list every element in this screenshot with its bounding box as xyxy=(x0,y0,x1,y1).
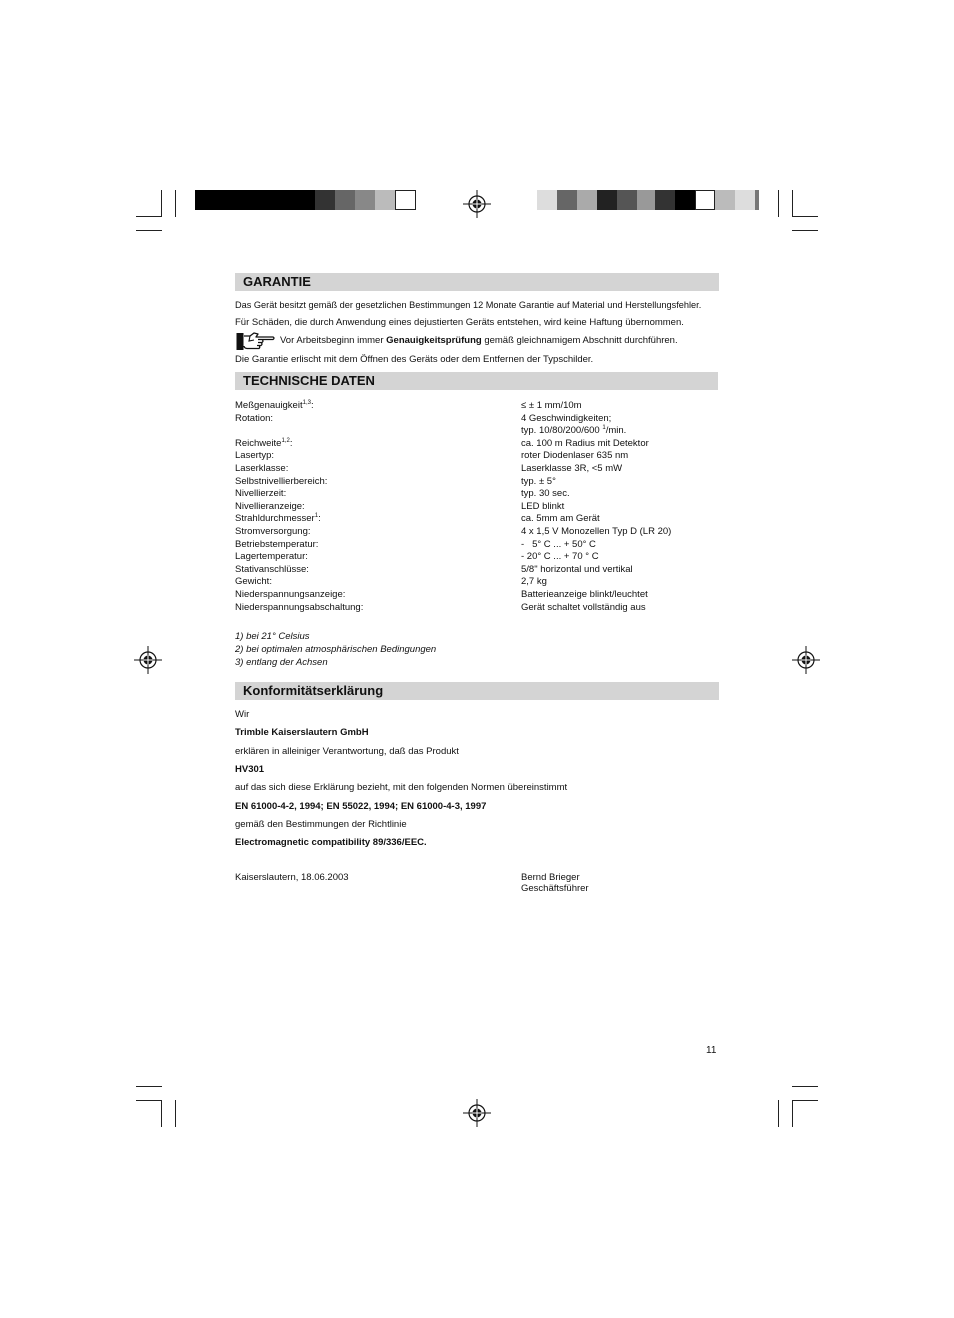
color-swatch xyxy=(315,190,335,210)
color-swatch xyxy=(355,190,375,210)
spec-label: Reichweite$^{1,2}$: xyxy=(235,437,293,449)
pointing-hand-icon xyxy=(236,331,276,351)
color-swatch xyxy=(537,190,557,210)
registration-mark-icon xyxy=(133,645,163,675)
color-swatch xyxy=(195,190,215,210)
spec-value: ≤ ± 1 mm/10m xyxy=(521,400,582,411)
spec-values xyxy=(521,400,671,614)
declaration-line: gemäß den Bestimmungen der Richtlinie xyxy=(235,818,407,830)
spec-value: typ. 30 sec. xyxy=(521,488,570,500)
color-swatch xyxy=(235,190,255,210)
spec-value: Batterieanzeige blinkt/leuchtet xyxy=(521,588,648,600)
declaration-line: Electromagnetic compatibility 89/336/EEC. xyxy=(235,837,427,849)
hint-text-post: gemäß gleichnamigem Abschnitt durchführen. xyxy=(481,335,678,346)
spec-label: Rotation: xyxy=(235,412,274,424)
section-title-konformitaet: Konformitätserklärung xyxy=(235,682,719,700)
garantie-paragraph-hint xyxy=(280,335,678,347)
footnote: 3) entlang der Achsen xyxy=(235,657,328,668)
color-swatch xyxy=(557,190,577,210)
spec-label: Nivellierzeit: xyxy=(235,488,287,500)
declaration-line: erklären in alleiniger Verantwortung, daß das Produkt xyxy=(235,745,459,757)
color-swatch xyxy=(637,190,655,210)
color-swatch xyxy=(735,190,755,210)
declaration-line: Trimble Kaiserslautern GmbH xyxy=(235,727,369,739)
spec-labels xyxy=(235,400,363,614)
spec-label: Laserklasse: xyxy=(235,462,289,474)
hint-text-pre: Vor Arbeitsbeginn immer xyxy=(280,335,387,346)
registration-mark-icon xyxy=(462,1098,492,1128)
spec-value: Laserklasse 3R, <5 mW xyxy=(521,462,623,474)
spec-value: - 20° C ... + 70 ° C xyxy=(521,551,599,563)
spec-value: typ. 10/80/200/600 $^1$/min. xyxy=(521,425,627,437)
spec-label: Stromversorgung: xyxy=(235,525,311,537)
spec-label: Strahldurchmesser$^1$: xyxy=(235,513,321,525)
spec-label: Niederspannungsabschaltung: xyxy=(235,601,364,613)
spec-label: Lagertemperatur: xyxy=(235,551,308,563)
color-swatch xyxy=(335,190,355,210)
hint-text-bold: Genauigkeitsprüfung xyxy=(386,335,482,346)
declaration-line: HV301 xyxy=(235,763,265,775)
color-swatch xyxy=(675,190,695,210)
color-strip-left xyxy=(195,190,416,210)
spec-value: 2,7 kg xyxy=(521,576,547,588)
color-strip-right xyxy=(537,190,759,210)
spec-value: Gerät schaltet vollständig aus xyxy=(521,601,646,613)
color-swatch xyxy=(715,190,735,210)
color-swatch xyxy=(275,190,295,210)
spec-value: 4 x 1,5 V Monozellen Typ D (LR 20) xyxy=(521,525,672,537)
section-title-garantie: GARANTIE xyxy=(235,273,719,291)
signer-title: Geschäftsführer xyxy=(521,883,589,894)
garantie-paragraph: Das Gerät besitzt gemäß der gesetzlichen Bestimmungen 12 Monate Garantie auf Material und Herstellungsfehler. xyxy=(235,300,702,310)
footnote: 1) bei 21° Celsius xyxy=(235,631,310,642)
garantie-paragraph: Für Schäden, die durch Anwendung eines dejustierten Geräts entstehen, wird keine Haftung übernommen. xyxy=(235,317,684,328)
spec-label: Gewicht: xyxy=(235,576,272,588)
registration-mark-icon xyxy=(791,645,821,675)
registration-mark-icon xyxy=(462,189,492,219)
color-swatch xyxy=(695,190,715,210)
color-swatch xyxy=(755,190,759,210)
spec-value: roter Diodenlaser 635 nm xyxy=(521,450,629,462)
page-number: 11 xyxy=(706,1045,717,1056)
color-swatch xyxy=(375,190,395,210)
spec-value: typ. ± 5° xyxy=(521,475,556,487)
color-swatch xyxy=(597,190,617,210)
spec-label xyxy=(235,425,363,438)
footnote: 2) bei optimalen atmosphärischen Bedingungen xyxy=(235,644,437,655)
color-swatch xyxy=(617,190,637,210)
spec-value: 5/8" horizontal und vertikal xyxy=(521,563,633,575)
signer-name: Bernd Brieger xyxy=(521,872,580,883)
garantie-paragraph: Die Garantie erlischt mit dem Öffnen des Geräts oder dem Entfernen der Typschilder. xyxy=(235,354,594,365)
section-title-technische-daten: TECHNISCHE DATEN xyxy=(235,372,718,390)
declaration-line: EN 61000-4-2, 1994; EN 55022, 1994; EN 61000-4-3, 1997 xyxy=(235,800,487,812)
color-swatch xyxy=(577,190,597,210)
color-swatch xyxy=(655,190,675,210)
spec-label: Meßgenauigkeit$^{1,3}$: xyxy=(235,400,314,411)
spec-label: Betriebstemperatur: xyxy=(235,538,319,550)
declaration-line: Wir xyxy=(235,709,250,720)
spec-value: ca. 5mm am Gerät xyxy=(521,513,600,525)
color-swatch xyxy=(295,190,315,210)
spec-label: Lasertyp: xyxy=(235,450,275,462)
spec-label: Niederspannungsanzeige: xyxy=(235,588,346,600)
declaration-line: auf das sich diese Erklärung bezieht, mit den folgenden Normen übereinstimmt xyxy=(235,782,568,794)
spec-value: LED blinkt xyxy=(521,500,565,512)
place-date: Kaiserslautern, 18.06.2003 xyxy=(235,872,349,883)
color-swatch xyxy=(255,190,275,210)
footnotes xyxy=(235,630,436,669)
spec-value: 4 Geschwindigkeiten; xyxy=(521,412,612,424)
color-swatch xyxy=(395,190,416,210)
spec-label: Stativanschlüsse: xyxy=(235,563,309,575)
spec-label: Selbstnivellierbereich: xyxy=(235,475,328,487)
color-swatch xyxy=(215,190,235,210)
spec-value: - 5° C ... + 50° C xyxy=(521,538,596,550)
spec-value: ca. 100 m Radius mit Detektor xyxy=(521,437,649,449)
spec-label: Nivellieranzeige: xyxy=(235,500,305,512)
